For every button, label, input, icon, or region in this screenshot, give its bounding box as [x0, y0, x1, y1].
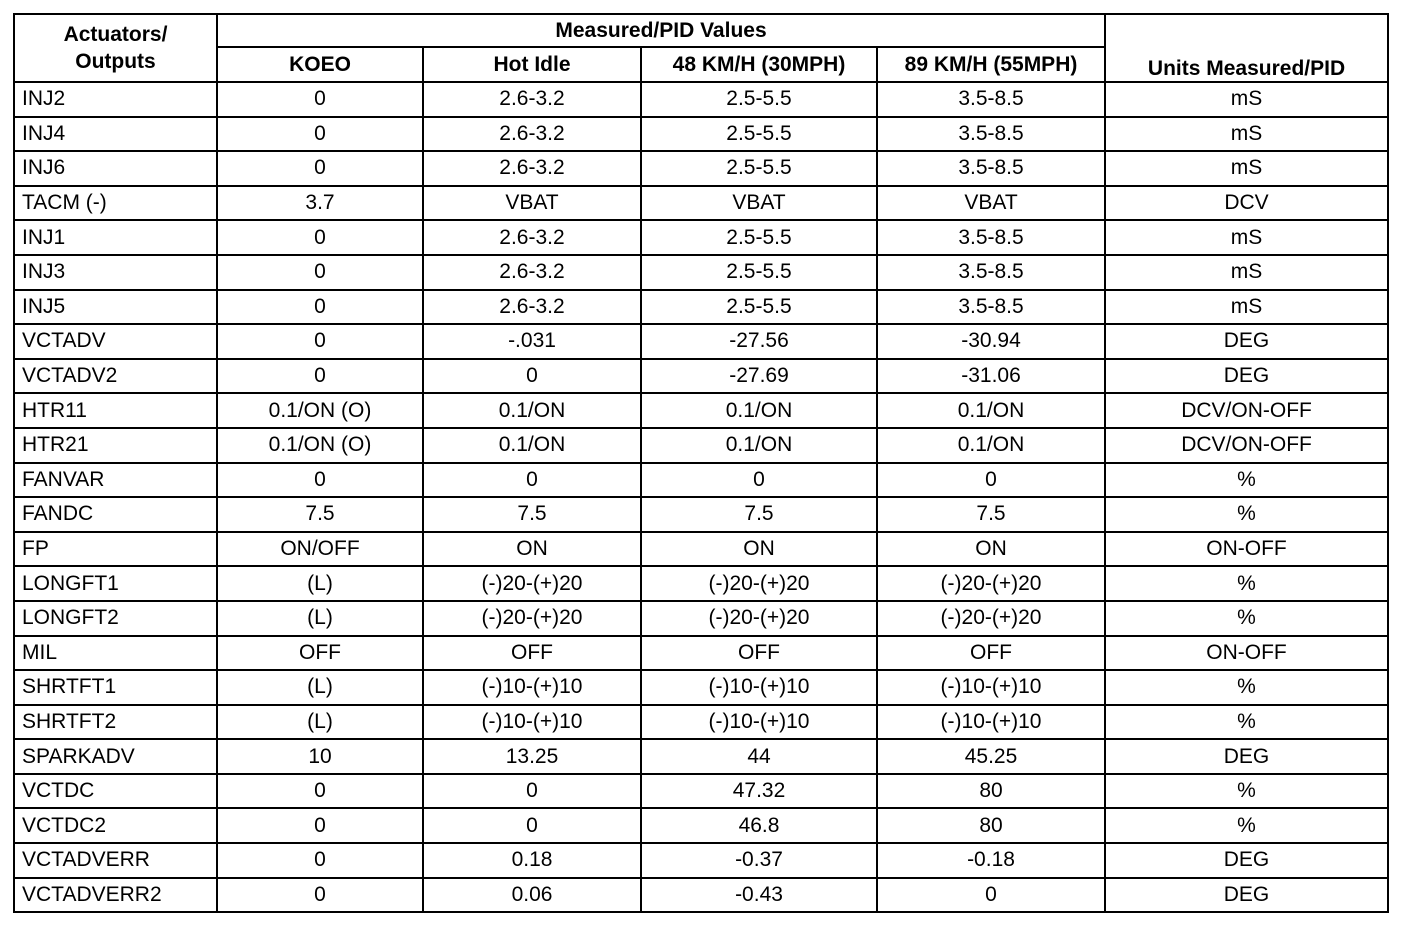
- table-row: [14, 497, 1388, 532]
- hot-idle-value-cell: 2.6-3.2: [423, 151, 641, 186]
- actuator-name-cell: FANVAR: [14, 463, 217, 498]
- hot-idle-value-cell: ON: [423, 532, 641, 567]
- speed-89kmh-value-cell: 0.1/ON: [877, 393, 1105, 428]
- hot-idle-value-cell: 2.6-3.2: [423, 82, 641, 117]
- table-row: [14, 255, 1388, 290]
- speed-89kmh-value-cell: 80: [877, 808, 1105, 843]
- hot-idle-value-cell: 7.5: [423, 497, 641, 532]
- speed-48kmh-value-cell: 47.32: [641, 774, 877, 809]
- hot-idle-value-cell: (-)20-(+)20: [423, 601, 641, 636]
- units-cell: DCV/ON-OFF: [1105, 393, 1388, 428]
- hot-idle-value-cell: VBAT: [423, 186, 641, 221]
- units-cell: DEG: [1105, 324, 1388, 359]
- actuators-outputs-header: [14, 14, 217, 82]
- speed-89kmh-value-cell: 0.1/ON: [877, 428, 1105, 463]
- units-cell: mS: [1105, 290, 1388, 325]
- units-cell: %: [1105, 566, 1388, 601]
- koeo-value-cell: 0: [217, 359, 423, 394]
- hot-idle-value-cell: 0.06: [423, 878, 641, 913]
- speed-89kmh-header: 89 KM/H (55MPH): [877, 47, 1105, 82]
- speed-48kmh-value-cell: 2.5-5.5: [641, 82, 877, 117]
- koeo-value-cell: 0: [217, 255, 423, 290]
- koeo-value-cell: 0: [217, 117, 423, 152]
- hot-idle-value-cell: 0.1/ON: [423, 393, 641, 428]
- actuator-name-cell: HTR21: [14, 428, 217, 463]
- speed-48kmh-value-cell: ON: [641, 532, 877, 567]
- actuator-name-cell: FP: [14, 532, 217, 567]
- speed-89kmh-value-cell: ON: [877, 532, 1105, 567]
- koeo-value-cell: 3.7: [217, 186, 423, 221]
- table-row: [14, 601, 1388, 636]
- koeo-value-cell: 0: [217, 808, 423, 843]
- actuators-header-line2: Outputs: [75, 50, 156, 73]
- units-cell: %: [1105, 497, 1388, 532]
- hot-idle-value-cell: 2.6-3.2: [423, 220, 641, 255]
- hot-idle-value-cell: 0.18: [423, 843, 641, 878]
- koeo-value-cell: 0: [217, 878, 423, 913]
- koeo-value-cell: 0: [217, 324, 423, 359]
- koeo-value-cell: 10: [217, 739, 423, 774]
- units-cell: %: [1105, 463, 1388, 498]
- speed-89kmh-value-cell: (-)20-(+)20: [877, 601, 1105, 636]
- hot-idle-value-cell: 0.1/ON: [423, 428, 641, 463]
- actuator-name-cell: SHRTFT1: [14, 670, 217, 705]
- speed-89kmh-value-cell: -30.94: [877, 324, 1105, 359]
- table-row: [14, 878, 1388, 913]
- koeo-value-cell: 7.5: [217, 497, 423, 532]
- hot-idle-value-cell: 0: [423, 359, 641, 394]
- units-cell: %: [1105, 808, 1388, 843]
- koeo-value-cell: 0: [217, 151, 423, 186]
- actuator-name-cell: INJ1: [14, 220, 217, 255]
- koeo-value-cell: 0.1/ON (O): [217, 428, 423, 463]
- hot-idle-value-cell: OFF: [423, 636, 641, 671]
- koeo-value-cell: 0: [217, 220, 423, 255]
- units-cell: mS: [1105, 220, 1388, 255]
- table-row: [14, 82, 1388, 117]
- actuators-header-line1: Actuators/: [63, 23, 168, 46]
- koeo-value-cell: (L): [217, 670, 423, 705]
- header-row-1: [14, 14, 1388, 47]
- actuator-name-cell: INJ3: [14, 255, 217, 290]
- speed-89kmh-value-cell: 0: [877, 878, 1105, 913]
- koeo-value-cell: OFF: [217, 636, 423, 671]
- table-row: [14, 532, 1388, 567]
- hot-idle-value-cell: 2.6-3.2: [423, 255, 641, 290]
- speed-48kmh-value-cell: -27.69: [641, 359, 877, 394]
- hot-idle-value-cell: 2.6-3.2: [423, 117, 641, 152]
- units-cell: %: [1105, 705, 1388, 740]
- speed-89kmh-value-cell: 3.5-8.5: [877, 220, 1105, 255]
- speed-89kmh-value-cell: 80: [877, 774, 1105, 809]
- koeo-value-cell: 0: [217, 82, 423, 117]
- table-row: [14, 324, 1388, 359]
- speed-89kmh-value-cell: -31.06: [877, 359, 1105, 394]
- actuator-name-cell: VCTADV: [14, 324, 217, 359]
- units-cell: ON-OFF: [1105, 636, 1388, 671]
- table-row: [14, 220, 1388, 255]
- speed-48kmh-value-cell: (-)10-(+)10: [641, 670, 877, 705]
- actuator-name-cell: VCTDC: [14, 774, 217, 809]
- koeo-value-cell: (L): [217, 705, 423, 740]
- speed-89kmh-value-cell: 3.5-8.5: [877, 290, 1105, 325]
- table-row: [14, 808, 1388, 843]
- actuator-name-cell: HTR11: [14, 393, 217, 428]
- speed-89kmh-value-cell: 3.5-8.5: [877, 151, 1105, 186]
- units-cell: mS: [1105, 117, 1388, 152]
- table-row: [14, 670, 1388, 705]
- actuator-name-cell: INJ5: [14, 290, 217, 325]
- speed-89kmh-value-cell: (-)10-(+)10: [877, 705, 1105, 740]
- table-row: [14, 117, 1388, 152]
- units-cell: %: [1105, 670, 1388, 705]
- speed-89kmh-value-cell: -0.18: [877, 843, 1105, 878]
- speed-48kmh-value-cell: 2.5-5.5: [641, 290, 877, 325]
- speed-48kmh-value-cell: 2.5-5.5: [641, 117, 877, 152]
- speed-89kmh-value-cell: 3.5-8.5: [877, 255, 1105, 290]
- speed-89kmh-value-cell: 0: [877, 463, 1105, 498]
- speed-89kmh-value-cell: OFF: [877, 636, 1105, 671]
- table-row: [14, 359, 1388, 394]
- speed-48kmh-value-cell: (-)20-(+)20: [641, 566, 877, 601]
- hot-idle-value-cell: -.031: [423, 324, 641, 359]
- hot-idle-value-cell: (-)10-(+)10: [423, 705, 641, 740]
- speed-48kmh-value-cell: 2.5-5.5: [641, 220, 877, 255]
- speed-48kmh-value-cell: 0.1/ON: [641, 428, 877, 463]
- hot-idle-value-cell: 0: [423, 463, 641, 498]
- speed-48kmh-value-cell: -27.56: [641, 324, 877, 359]
- koeo-value-cell: (L): [217, 566, 423, 601]
- speed-89kmh-value-cell: 3.5-8.5: [877, 117, 1105, 152]
- speed-48kmh-value-cell: 46.8: [641, 808, 877, 843]
- speed-48kmh-value-cell: 7.5: [641, 497, 877, 532]
- hot-idle-value-cell: 2.6-3.2: [423, 290, 641, 325]
- koeo-value-cell: 0: [217, 843, 423, 878]
- speed-48kmh-value-cell: (-)20-(+)20: [641, 601, 877, 636]
- pid-values-table: [13, 13, 1389, 913]
- table-header: [14, 14, 1388, 82]
- units-cell: %: [1105, 601, 1388, 636]
- units-cell: ON-OFF: [1105, 532, 1388, 567]
- actuator-name-cell: LONGFT1: [14, 566, 217, 601]
- table-row: [14, 186, 1388, 221]
- units-cell: DEG: [1105, 878, 1388, 913]
- speed-48kmh-value-cell: (-)10-(+)10: [641, 705, 877, 740]
- speed-48kmh-value-cell: 0: [641, 463, 877, 498]
- table-row: [14, 739, 1388, 774]
- speed-48kmh-value-cell: 0.1/ON: [641, 393, 877, 428]
- speed-48kmh-value-cell: OFF: [641, 636, 877, 671]
- table-row: [14, 151, 1388, 186]
- koeo-value-cell: 0: [217, 290, 423, 325]
- actuator-name-cell: SPARKADV: [14, 739, 217, 774]
- speed-89kmh-value-cell: VBAT: [877, 186, 1105, 221]
- units-cell: DCV: [1105, 186, 1388, 221]
- hot-idle-header: Hot Idle: [423, 47, 641, 82]
- table-row: [14, 636, 1388, 671]
- speed-89kmh-value-cell: 7.5: [877, 497, 1105, 532]
- koeo-value-cell: 0.1/ON (O): [217, 393, 423, 428]
- speed-48kmh-value-cell: 2.5-5.5: [641, 255, 877, 290]
- actuator-name-cell: VCTDC2: [14, 808, 217, 843]
- speed-89kmh-value-cell: (-)10-(+)10: [877, 670, 1105, 705]
- actuator-name-cell: LONGFT2: [14, 601, 217, 636]
- hot-idle-value-cell: (-)20-(+)20: [423, 566, 641, 601]
- actuator-name-cell: VCTADV2: [14, 359, 217, 394]
- table-row: [14, 463, 1388, 498]
- table-row: [14, 705, 1388, 740]
- koeo-value-cell: 0: [217, 463, 423, 498]
- units-cell: %: [1105, 774, 1388, 809]
- speed-48kmh-value-cell: 44: [641, 739, 877, 774]
- speed-48kmh-header: 48 KM/H (30MPH): [641, 47, 877, 82]
- actuator-name-cell: INJ4: [14, 117, 217, 152]
- koeo-value-cell: (L): [217, 601, 423, 636]
- speed-48kmh-value-cell: -0.43: [641, 878, 877, 913]
- units-cell: DEG: [1105, 359, 1388, 394]
- units-cell: DEG: [1105, 843, 1388, 878]
- hot-idle-value-cell: 0: [423, 808, 641, 843]
- speed-48kmh-value-cell: -0.37: [641, 843, 877, 878]
- table-row: [14, 428, 1388, 463]
- table-body: [14, 82, 1388, 912]
- units-measured-pid-header: Units Measured/PID: [1105, 14, 1388, 82]
- koeo-value-cell: ON/OFF: [217, 532, 423, 567]
- actuator-name-cell: INJ2: [14, 82, 217, 117]
- hot-idle-value-cell: 0: [423, 774, 641, 809]
- units-cell: DEG: [1105, 739, 1388, 774]
- actuator-name-cell: MIL: [14, 636, 217, 671]
- speed-48kmh-value-cell: VBAT: [641, 186, 877, 221]
- speed-89kmh-value-cell: (-)20-(+)20: [877, 566, 1105, 601]
- table-row: [14, 393, 1388, 428]
- units-cell: mS: [1105, 255, 1388, 290]
- measured-pid-values-header: Measured/PID Values: [217, 14, 1105, 47]
- units-cell: mS: [1105, 82, 1388, 117]
- speed-89kmh-value-cell: 3.5-8.5: [877, 82, 1105, 117]
- actuator-name-cell: VCTADVERR2: [14, 878, 217, 913]
- hot-idle-value-cell: 13.25: [423, 739, 641, 774]
- actuator-name-cell: FANDC: [14, 497, 217, 532]
- actuator-name-cell: TACM (-): [14, 186, 217, 221]
- speed-89kmh-value-cell: 45.25: [877, 739, 1105, 774]
- table-row: [14, 843, 1388, 878]
- actuator-name-cell: SHRTFT2: [14, 705, 217, 740]
- units-cell: DCV/ON-OFF: [1105, 428, 1388, 463]
- table-row: [14, 566, 1388, 601]
- table-row: [14, 290, 1388, 325]
- units-cell: mS: [1105, 151, 1388, 186]
- koeo-value-cell: 0: [217, 774, 423, 809]
- hot-idle-value-cell: (-)10-(+)10: [423, 670, 641, 705]
- actuator-name-cell: VCTADVERR: [14, 843, 217, 878]
- table-row: [14, 774, 1388, 809]
- koeo-header: KOEO: [217, 47, 423, 82]
- speed-48kmh-value-cell: 2.5-5.5: [641, 151, 877, 186]
- actuator-name-cell: INJ6: [14, 151, 217, 186]
